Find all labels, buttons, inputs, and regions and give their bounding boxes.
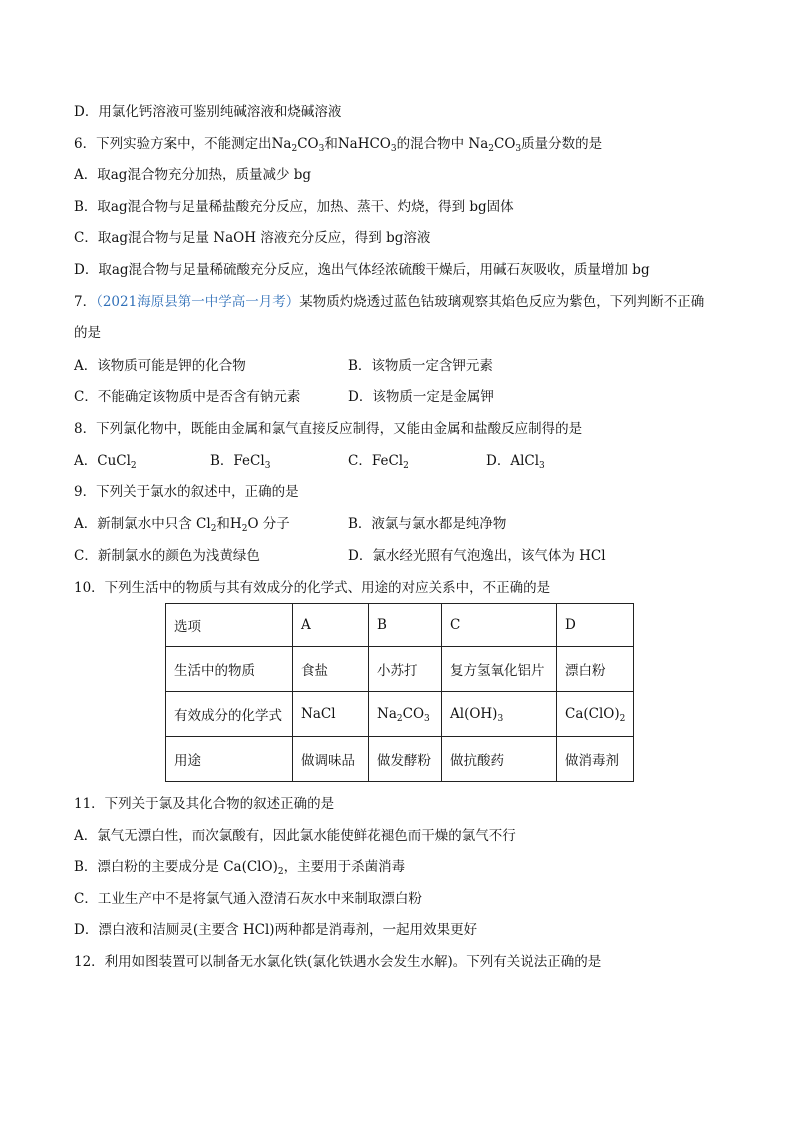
- table-cell: 有效成分的化学式: [166, 692, 293, 737]
- table-cell: 食盐: [293, 647, 369, 692]
- question-7-option-c: C．不能确定该物质中是否含有钠元素: [74, 389, 301, 405]
- question-prev-option-d: D．用氯化钙溶液可鉴别纯碱溶液和烧碱溶液: [74, 104, 342, 120]
- question-8-option-d: D．AlCl$_3$: [486, 453, 545, 471]
- question-7-option-a: A．该物质可能是钾的化合物: [74, 358, 246, 374]
- table-cell: 漂白粉: [557, 647, 634, 692]
- table-cell: 小苏打: [369, 647, 442, 692]
- table-row: [166, 692, 634, 737]
- question-9-stem: 9．下列关于氯水的叙述中，正确的是: [74, 484, 299, 500]
- question-8-option-b: B．FeCl$_3$: [210, 453, 271, 471]
- table-cell: 生活中的物质: [166, 647, 293, 692]
- question-8-stem: 8．下列氯化物中，既能由金属和氯气直接反应制得，又能由金属和盐酸反应制得的是: [74, 421, 583, 437]
- question-11-option-b: B．漂白粉的主要成分是 $Ca(ClO)_2$，主要用于杀菌消毒: [74, 859, 406, 877]
- table-cell: 做调味品: [293, 737, 369, 782]
- question-11-option-a: A．氯气无漂白性，而次氯酸有，因此氯水能使鲜花褪色而干燥的氯气不行: [74, 828, 516, 844]
- table-cell: 选项: [166, 604, 293, 647]
- question-6-option-a: A．取ag混合物充分加热，质量减少 bg: [74, 167, 312, 183]
- question-7-source: 2021海原县第一中学高一月考: [102, 294, 286, 310]
- table-cell: 做消毒剂: [557, 737, 634, 782]
- table-cell: 用途: [166, 737, 293, 782]
- table-cell: NaCl: [293, 692, 369, 737]
- question-11-stem: 11．下列关于氯及其化合物的叙述正确的是: [74, 796, 335, 812]
- question-7-stem-cont: 的是: [74, 325, 101, 341]
- table-cell: 复方氢氧化铝片: [442, 647, 557, 692]
- table-cell: $Al(OH)_3$: [442, 692, 557, 737]
- table-row: [166, 737, 634, 782]
- question-6-option-d: D．取ag混合物与足量稀硫酸充分反应，逸出气体经浓硫酸干燥后，用碱石灰吸收，质量增加 bg: [74, 262, 650, 278]
- question-7-option-b: B．该物质一定含钾元素: [348, 358, 493, 374]
- question-8-option-a: A．CuCl$_2$: [74, 453, 137, 471]
- table-cell: $Na_2CO_3$: [369, 692, 442, 737]
- question-9-option-b: B．液氯与氯水都是纯净物: [348, 516, 507, 532]
- question-9-option-d: D．氯水经光照有气泡逸出，该气体为 HCl: [348, 548, 606, 564]
- question-7-stem: 7．（2021海原县第一中学高一月考）某物质灼烧透过蓝色钴玻璃观察其焰色反应为紫色，下列判断不正确: [74, 294, 705, 310]
- question-10-table: [165, 603, 634, 782]
- question-7-option-d: D．该物质一定是金属钾: [348, 389, 494, 405]
- table-row: [166, 647, 634, 692]
- question-6-option-c: C．取ag混合物与足量 NaOH 溶液充分反应，得到 bg溶液: [74, 230, 431, 246]
- table-cell: $Ca(ClO)_2$: [557, 692, 634, 737]
- question-10-stem: 10．下列生活中的物质与其有效成分的化学式、用途的对应关系中，不正确的是: [74, 580, 551, 596]
- question-11-option-c: C．工业生产中不是将氯气通入澄清石灰水中来制取漂白粉: [74, 891, 422, 907]
- table-cell: 做发酵粉: [369, 737, 442, 782]
- table-cell: A: [293, 604, 369, 647]
- question-9-option-c: C．新制氯水的颜色为浅黄绿色: [74, 548, 260, 564]
- question-12-stem: 12．利用如图装置可以制备无水氯化铁(氯化铁遇水会发生水解)。下列有关说法正确的是: [74, 954, 602, 970]
- question-11-option-d: D．漂白液和洁厕灵(主要含 HCl)两种都是消毒剂，一起用效果更好: [74, 922, 478, 938]
- question-9-option-a: A．新制氯水中只含 $Cl_2$和$H_2O$ 分子: [74, 516, 290, 534]
- question-6-option-b: B．取ag混合物与足量稀盐酸充分反应，加热、蒸干、灼烧，得到 bg固体: [74, 199, 514, 215]
- table-cell: D: [557, 604, 634, 647]
- table-row: [166, 604, 634, 647]
- table-cell: C: [442, 604, 557, 647]
- table-cell: 做抗酸药: [442, 737, 557, 782]
- question-8-option-c: C．FeCl$_2$: [348, 453, 409, 471]
- question-6-stem: 6．下列实验方案中，不能测定出$Na_2CO_3$和NaHCO$_3$的混合物中 $Na_2CO_3$质量分数的是: [74, 136, 603, 154]
- table-cell: B: [369, 604, 442, 647]
